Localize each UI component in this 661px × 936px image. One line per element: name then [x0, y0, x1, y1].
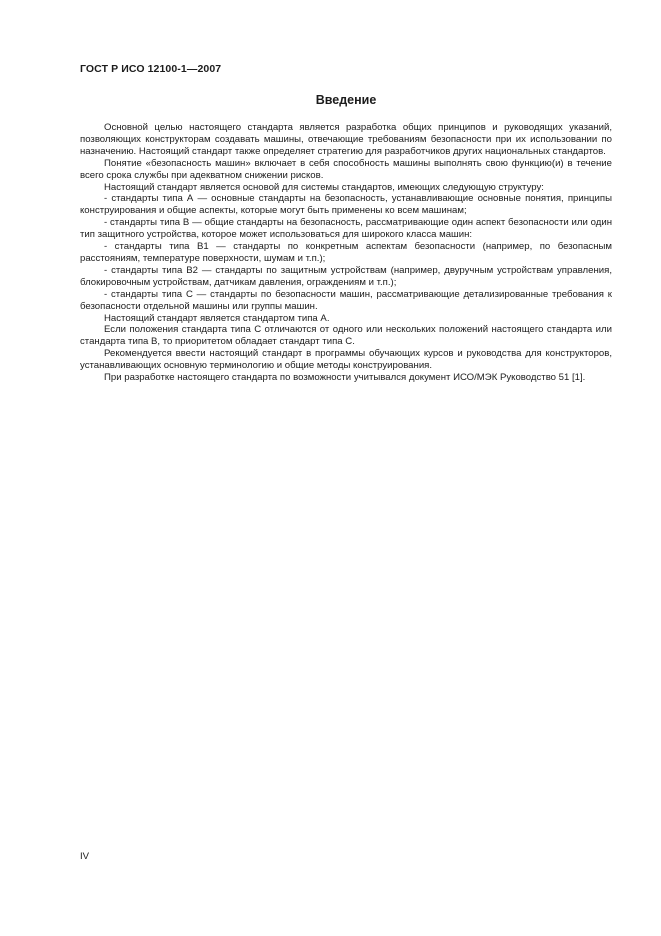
paragraph: Если положения стандарта типа С отличаются от одного или нескольких положений настоящего стандарта или стандарта типа В, то приоритетом обладает стандарт типа С. — [80, 324, 612, 348]
paragraph: При разработке настоящего стандарта по возможности учитывался документ ИСО/МЭК Руководство 51 [1]. — [104, 372, 586, 384]
document-id: ГОСТ Р ИСО 12100-1—2007 — [80, 63, 222, 75]
paragraph: Основной целью настоящего стандарта является разработка общих принципов и руководящих указаний, позволяющих конструкторам создавать машины, отвечающие требованиям безопасности при их использовании по назначению. Настоящий стандарт также определяет стратегию для разработчиков других национальных стандартов. — [80, 122, 612, 157]
list-item: - стандарты типа С — стандарты по безопасности машин, рассматривающие детализированные требования к безопасности отдельной машины или группы машин. — [80, 288, 612, 312]
page-number: IV — [80, 851, 90, 862]
paragraph: Настоящий стандарт является основой для системы стандартов, имеющих следующую структуру: — [104, 181, 544, 193]
document-header — [80, 63, 221, 75]
paragraph: Рекомендуется ввести настоящий стандарт в программы обучающих курсов и руководства для конструкторов, устанавливающих основную терминологию и общие методы конструирования. — [80, 348, 612, 372]
introduction-body — [80, 122, 612, 384]
list-item: - стандарты типа В — общие стандарты на безопасность, рассматривающие один аспект безопасности или один тип защитного устройства, которое может использоваться для широкого класса машин: — [80, 217, 612, 241]
paragraph: Настоящий стандарт является стандартом типа А. — [104, 312, 330, 324]
list-item: - стандарты типа А — основные стандарты на безопасность, устанавливающие основные понятия, принципы конструирования и общие аспекты, которые могут быть применены ко всем машинам; — [80, 193, 612, 217]
section-title: Введение — [315, 93, 377, 107]
list-item: - стандарты типа В1 — стандарты по конкретным аспектам безопасности (например, по безопасным расстояниям, температуре поверхности, шумам и т.п.); — [80, 241, 612, 264]
list-item: - стандарты типа В2 — стандарты по защитным устройствам (например, двуручным устройствам управления, блокировочным устройствам, датчикам давления, ограждениям и т.п.); — [80, 264, 612, 288]
paragraph: Понятие «безопасность машин» включает в себя способность машины выполнять свою функцию(и) в течение всего срока службы при адекватном снижении рисков. — [80, 157, 612, 181]
